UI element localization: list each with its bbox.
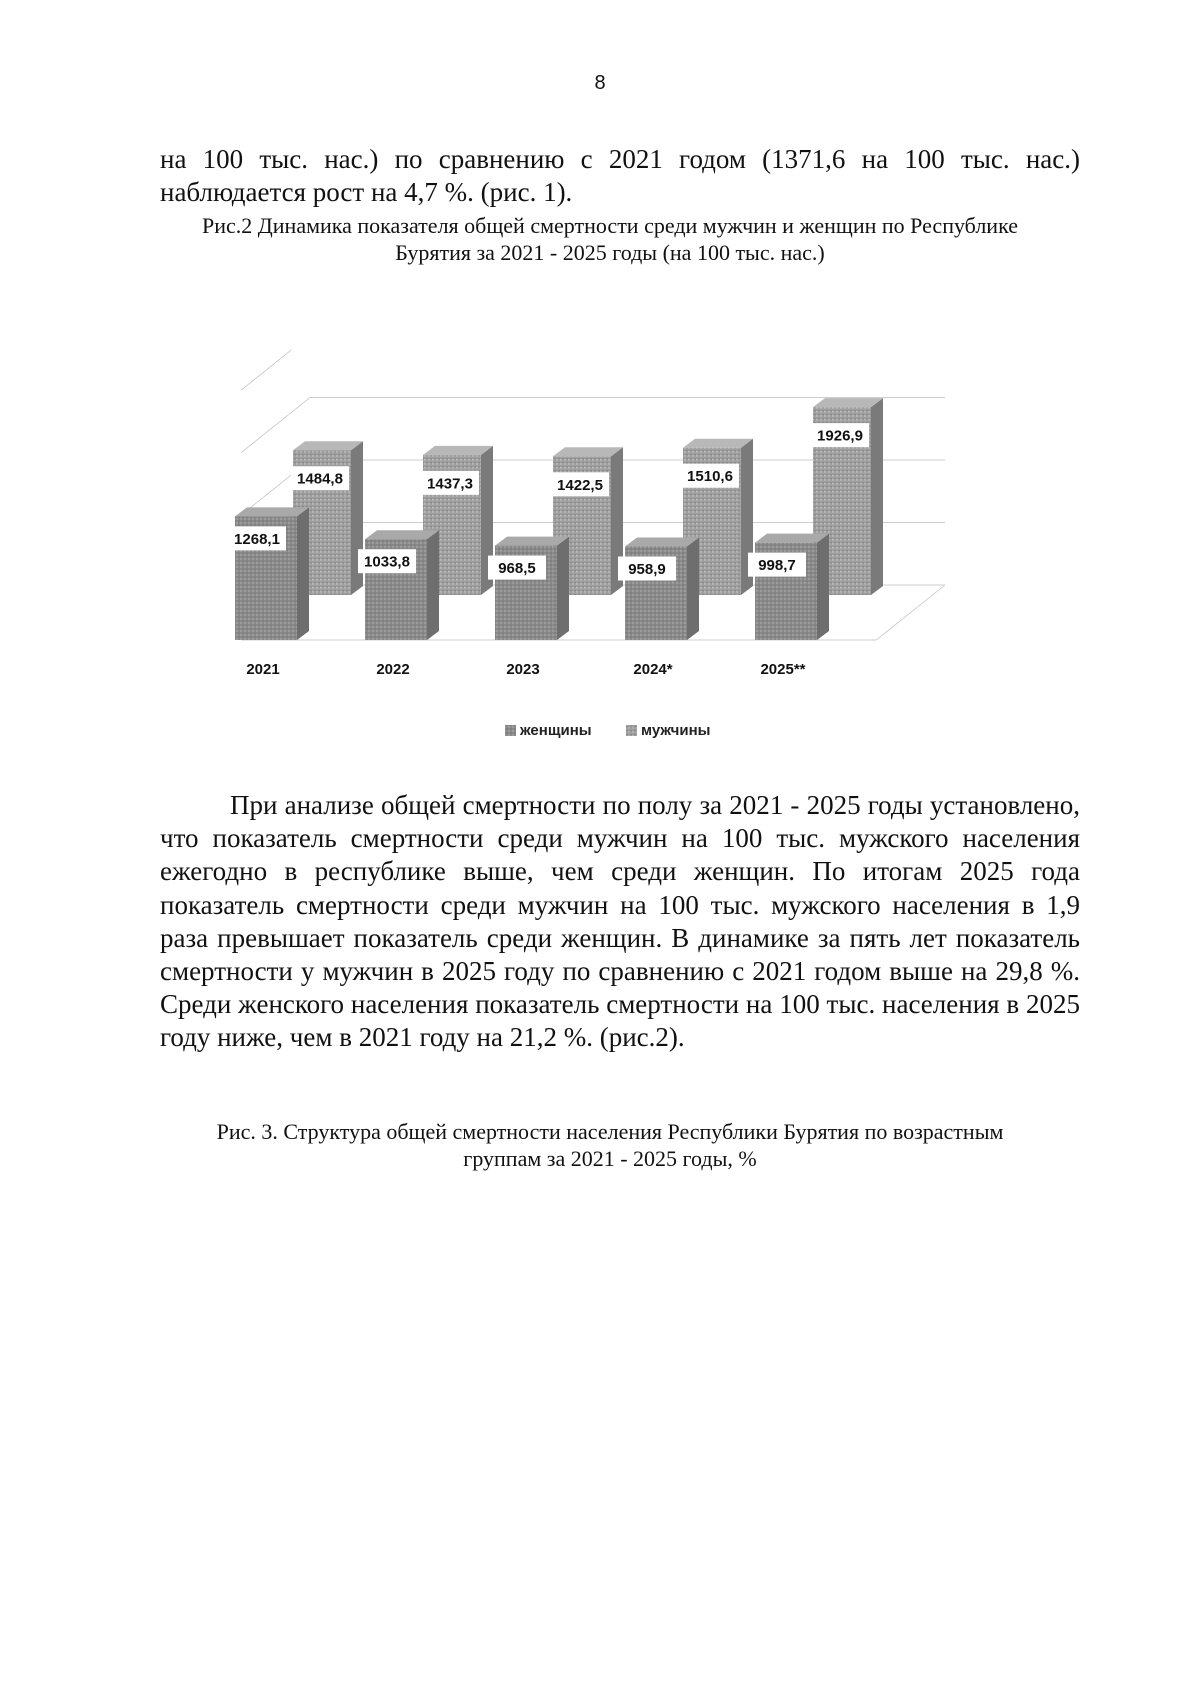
intro-line-2: наблюдается рост на 4,7 %. (рис. 1).: [160, 177, 573, 207]
legend-swatch-men: [626, 725, 637, 736]
legend-label-men: мужчины: [641, 722, 711, 739]
bars-layer: [235, 398, 883, 640]
figure3-caption: [130, 1118, 1090, 1172]
figure2-caption-line-1: Рис.2 Динамика показателя общей смертности среди мужчин и женщин по Республике: [202, 213, 1018, 238]
bar-women-2023-top: [495, 537, 569, 546]
gridline-side-2000: [241, 350, 310, 390]
mortality-bar-chart: [180, 350, 1060, 750]
floor-right-edge: [876, 585, 945, 640]
bar-women-2021-side: [297, 507, 309, 640]
bar-women-2023-side: [557, 537, 569, 640]
analysis-paragraph: При анализе общей смертности по полу за 2021 - 2025 годы установлено, что показатель смертности среди мужчин на 100 тыс. мужского населения ежегодно в республике выше, чем среди женщин. По итогам 2025 года показатель смертности среди мужчин на 100 тыс. мужского населения в 1,9 раза превышает показатель среди женщин. В динамике за пять лет показатель смертности у мужчин в 2025 году по сравнению с 2021 годом выше на 29,8 %. Среди женского населения показатель смертности на 100 тыс. населения в 2025 году ниже, чем в 2021 году на 21,2 %. (рис.2).: [160, 790, 1080, 1053]
x-tick-label-2022: 2022: [376, 661, 410, 678]
x-tick-label-2025**: 2025**: [760, 661, 806, 678]
bar-men-2025**-top: [813, 398, 883, 407]
data-label-women-2023: 968,5: [498, 560, 536, 578]
bar-men-2023-top: [553, 447, 623, 456]
figure2-caption-line-2: Бурятия за 2021 - 2025 годы (на 100 тыс. нас.): [395, 240, 825, 265]
chart-legend: [505, 722, 711, 739]
data-label-men-2022: 1437,3: [427, 475, 473, 493]
data-label-men-2021: 1484,8: [297, 470, 343, 488]
page-number: 8: [594, 72, 606, 94]
x-tick-label-2024*: 2024*: [633, 661, 673, 678]
data-label-women-2021: 1268,1: [234, 530, 280, 548]
bar-women-2024*-side: [687, 538, 699, 640]
data-label-men-2025**: 1926,9: [817, 427, 863, 445]
gridline-side-1500: [241, 398, 310, 453]
data-label-men-2024*: 1510,6: [687, 468, 733, 486]
data-label-women-2025**: 998,7: [758, 557, 796, 575]
intro-line-1: на 100 тыс. нас.) по сравнению с 2021 годом (1371,6 на 100 тыс. нас.): [160, 144, 1080, 174]
x-tick-label-2023: 2023: [506, 661, 540, 678]
bar-women-2022-side: [427, 530, 439, 640]
figure2-caption: [130, 212, 1090, 266]
data-label-women-2024*: 958,9: [628, 561, 666, 579]
bar-men-2021-top: [293, 441, 363, 450]
intro-paragraph: [160, 143, 1080, 209]
bar-women-2025**-top: [755, 534, 829, 543]
bar-men-2024*-top: [683, 439, 753, 448]
data-label-men-2023: 1422,5: [557, 476, 603, 494]
bar-women-2025**-side: [817, 534, 829, 640]
x-tick-label-2021: 2021: [246, 661, 280, 678]
bar-women-2022-top: [365, 530, 439, 539]
legend-swatch-women: [505, 725, 516, 736]
bar-women-2021-top: [235, 507, 309, 516]
legend-label-women: женщины: [520, 722, 592, 739]
figure3-caption-line-1: Рис. 3. Структура общей смертности населения Республики Бурятия по возрастным: [216, 1119, 1004, 1144]
bar-men-2025**-side: [871, 398, 883, 595]
bar-men-2022-top: [423, 446, 493, 455]
figure3-caption-line-2: группам за 2021 - 2025 годы, %: [463, 1146, 757, 1171]
data-label-women-2022: 1033,8: [364, 553, 410, 571]
bar-women-2024*-top: [625, 538, 699, 547]
